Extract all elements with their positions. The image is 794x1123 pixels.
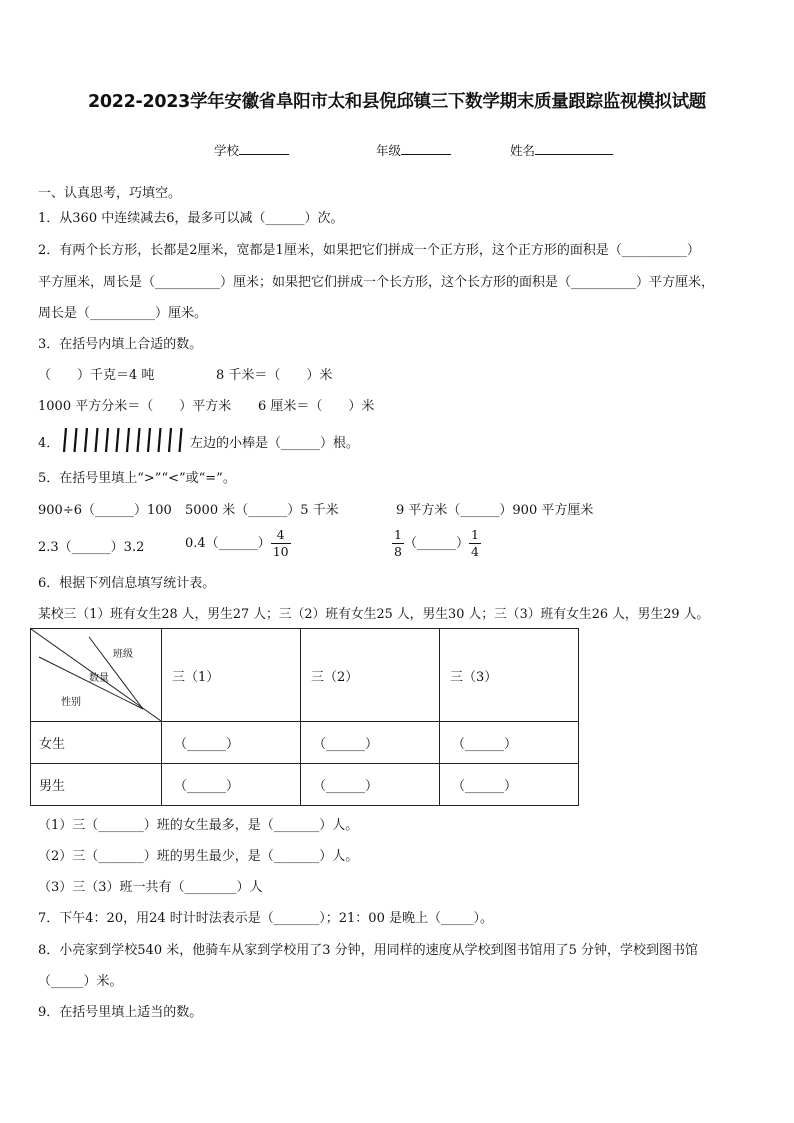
table-cell-blank[interactable]: （______）: [301, 764, 440, 806]
stick: [148, 428, 150, 452]
column-header: 三（1）: [162, 629, 301, 722]
stick: [85, 428, 87, 452]
question-9: 9．在括号里填上适当的数。: [38, 1005, 203, 1020]
table-cell-blank[interactable]: （______）: [301, 722, 440, 764]
question-1: 1．从360 中连续减去6，最多可以减（______）次。: [38, 211, 344, 226]
question-3-b: 8 千米＝（ ）米: [216, 368, 333, 383]
table-cell-blank[interactable]: （______）: [162, 764, 301, 806]
question-5-title: 5．在括号里填上“>”“<”或“=”。: [38, 471, 236, 486]
stick: [106, 428, 108, 452]
page-title: 2022-2023学年安徽省阜阳市太和县倪邱镇三下数学期末质量跟踪监视模拟试题: [88, 92, 706, 112]
stick: [138, 428, 140, 452]
fraction-1-4: [469, 527, 481, 560]
fraction-numerator: 4: [271, 527, 291, 544]
question-8-line-1: 8．小亮家到学校540 米，他骑车从家到学校用了3 分钟，用同样的速度从学校到图书馆用了5 分钟，学校到图书馆: [38, 943, 699, 958]
stick: [64, 428, 66, 452]
table-header-row: [31, 629, 579, 722]
question-6-info: 某校三（1）班有女生28 人，男生27 人；三（2）班有女生25 人，男生30 人；三（3）班有女生26 人，男生29 人。: [38, 607, 710, 622]
fraction-1-8: [392, 527, 404, 560]
question-5-b: 5000 米（______）5 千米: [185, 503, 339, 518]
name-label: 姓名: [510, 143, 536, 158]
question-6-sub-2: （2）三（_______）班的男生最少，是（_______）人。: [38, 849, 359, 864]
school-field[interactable]: [214, 141, 289, 159]
section-1-heading: 一、认真思考，巧填空。: [38, 186, 182, 201]
sticks-figure: [60, 426, 190, 454]
question-3-a: （ ）千克＝4 吨: [38, 368, 155, 383]
table-cell-blank[interactable]: （______）: [440, 764, 579, 806]
question-5-f-blank: （______）: [403, 536, 469, 551]
question-2-line-2: 平方厘米，周长是（__________）厘米；如果把它们拼成一个长方形，这个长方形的面积是（__________）平方厘米，: [38, 275, 715, 290]
question-6-title: 6．根据下列信息填写统计表。: [38, 576, 216, 591]
question-5-d: 2.3（______）3.2: [38, 540, 145, 555]
question-7: 7．下午4：20，用24 时计时法表示是（_______）；21：00 是晚上（_____）。: [38, 911, 493, 926]
table-cell-blank[interactable]: （______）: [162, 722, 301, 764]
stick: [169, 428, 171, 452]
fraction-4-10: [271, 527, 291, 560]
name-field[interactable]: [510, 141, 613, 159]
fraction-denominator: 8: [394, 544, 402, 559]
question-5-f: [392, 524, 481, 564]
fraction-denominator: 10: [272, 544, 289, 559]
question-3-d: 6 厘米＝（ ）米: [258, 399, 375, 414]
question-8-line-2: （_____）米。: [38, 974, 123, 989]
table-row: [31, 764, 579, 806]
question-2-line-1: 2．有两个长方形，长都是2厘米，宽都是1厘米，如果把它们拼成一个正方形，这个正方形的面积是（__________）: [38, 243, 700, 258]
header-gender-label: 性别: [61, 697, 81, 708]
question-5-c: 9 平方米（______）900 平方厘米: [396, 503, 594, 518]
question-3-c: 1000 平方分米＝（ ）平方米: [38, 399, 232, 414]
grade-label: 年级: [376, 143, 402, 158]
column-header: 三（3）: [440, 629, 579, 722]
question-5-e: [185, 524, 291, 564]
header-count-label: 数量: [89, 673, 109, 684]
fraction-numerator: 1: [470, 527, 479, 542]
header-class-label: 班级: [113, 649, 133, 660]
statistics-table: [30, 628, 579, 806]
row-label: 男生: [31, 764, 162, 806]
question-5-a: 900÷6（______）100: [38, 503, 172, 518]
column-header: 三（2）: [301, 629, 440, 722]
question-6-sub-3: （3）三（3）班一共有（________）人: [38, 880, 263, 895]
fraction-denominator: 4: [470, 544, 479, 559]
row-label: 女生: [31, 722, 162, 764]
stick: [159, 428, 161, 452]
grade-field[interactable]: [376, 141, 451, 159]
school-label: 学校: [214, 143, 240, 158]
stick: [127, 428, 129, 452]
table-row: [31, 722, 579, 764]
stick: [117, 428, 119, 452]
fraction-numerator: 1: [394, 527, 402, 542]
question-2-line-3: 周长是（__________）厘米。: [38, 306, 208, 321]
question-4-text: 左边的小棒是（______）根。: [190, 436, 360, 451]
grade-blank[interactable]: [401, 142, 451, 155]
table-cell-blank[interactable]: （______）: [440, 722, 579, 764]
stick: [180, 428, 182, 452]
name-blank[interactable]: [535, 142, 613, 155]
question-5-e-text: 0.4（______）: [185, 536, 271, 551]
question-3-title: 3．在括号内填上合适的数。: [38, 337, 203, 352]
diagonal-header-cell: [31, 629, 162, 722]
question-6-sub-1: （1）三（_______）班的女生最多，是（_______）人。: [38, 818, 359, 833]
stick: [75, 428, 77, 452]
question-4-number: 4．: [38, 436, 60, 451]
school-blank[interactable]: [239, 142, 289, 155]
stick: [96, 428, 98, 452]
